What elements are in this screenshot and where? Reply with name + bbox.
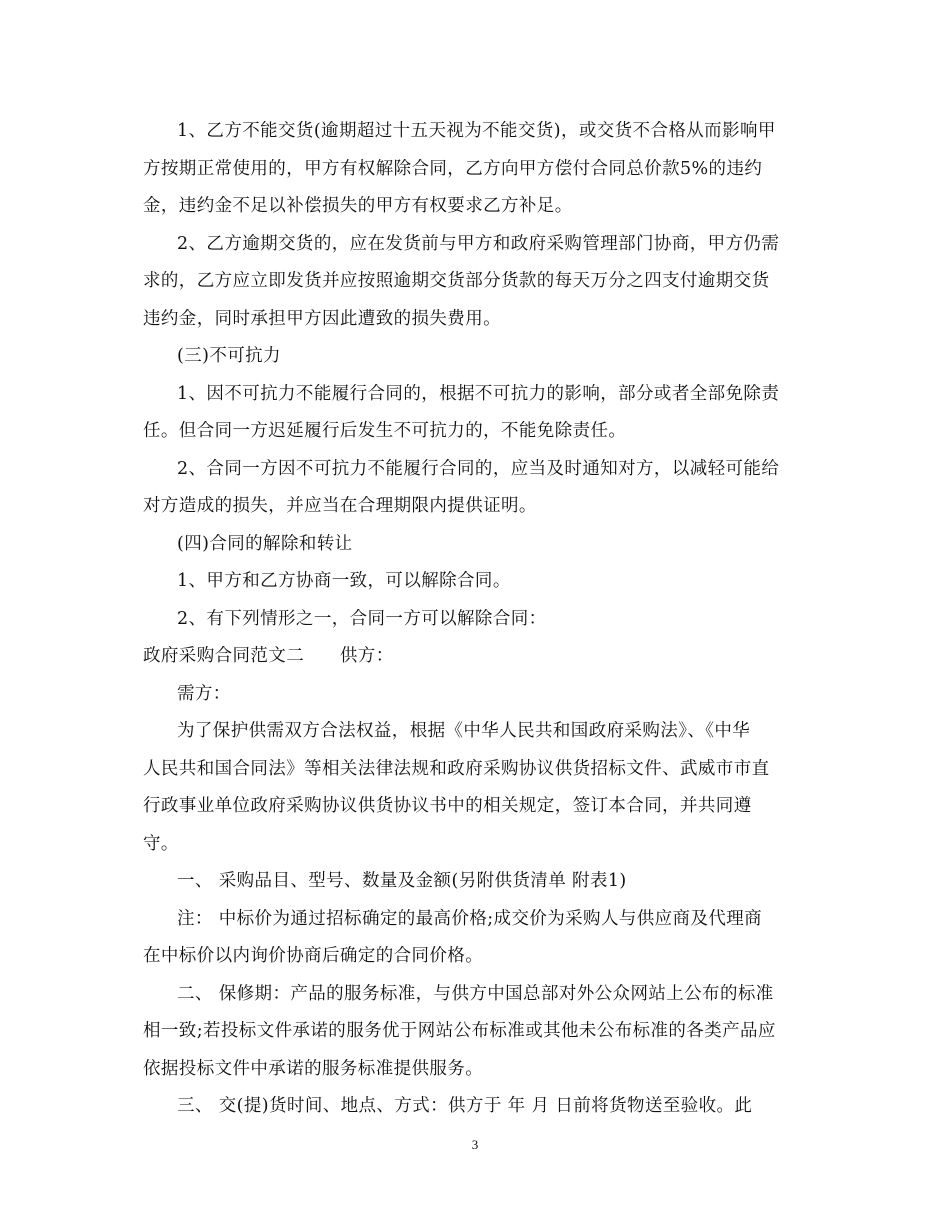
paragraph-line: 违约金，同时承担甲方因此遭致的损失费用。 <box>143 309 501 329</box>
page-number: 3 <box>471 1137 479 1152</box>
paragraph-line: 相一致;若投标文件承诺的服务优于网站公布标准或其他未公布标准的各类产品应 <box>143 1021 776 1041</box>
paragraph-line: 2、合同一方因不可抗力不能履行合同的，应当及时通知对方，以减轻可能给 <box>177 459 780 479</box>
paragraph-line: 1、乙方不能交货(逾期超过十五天视为不能交货)，或交货不合格从而影响甲 <box>177 121 776 141</box>
paragraph-line: 二、 保修期：产品的服务标准，与供方中国总部对外公众网站上公布的标准 <box>177 984 774 1004</box>
paragraph-line: 行政事业单位政府采购协议供货协议书中的相关规定，签订本合同，并共同遵 <box>143 796 752 816</box>
paragraph-line: 金，违约金不足以补偿损失的甲方有权要求乙方补足。 <box>143 196 573 216</box>
paragraph-line: 人民共和国合同法》等相关法律法规和政府采购协议供货招标文件、武威市市直 <box>143 759 770 779</box>
document-title-line: 政府采购合同范文二 供方： <box>143 646 394 666</box>
paragraph-line: 注： 中标价为通过招标确定的最高价格;成交价为采购人与供应商及代理商 <box>177 909 763 929</box>
paragraph-line: 任。但合同一方迟延履行后发生不可抗力的，不能免除责任。 <box>143 421 627 441</box>
paragraph-line: 三、 交(提)货时间、地点、方式：供方于 年 月 日前将货物送至验收。此 <box>177 1096 753 1116</box>
paragraph-line: 2、乙方逾期交货的，应在发货前与甲方和政府采购管理部门协商，甲方仍需 <box>177 234 780 254</box>
paragraph-line: 2、有下列情形之一，合同一方可以解除合同： <box>177 609 547 629</box>
paragraph-line: 在中标价以内询价协商后确定的合同价格。 <box>143 946 484 966</box>
paragraph-line: 一、 采购品目、型号、数量及金额(另附供货清单 附表1) <box>177 871 627 891</box>
paragraph-line: 1、甲方和乙方协商一致，可以解除合同。 <box>177 571 511 591</box>
paragraph-line: 方按期正常使用的，甲方有权解除合同，乙方向甲方偿付合同总价款5%的违约 <box>143 159 763 179</box>
paragraph-line: 依据投标文件中承诺的服务标准提供服务。 <box>143 1059 484 1079</box>
paragraph-line: 对方造成的损失，并应当在合理期限内提供证明。 <box>143 496 537 516</box>
paragraph-line: 守。 <box>143 834 179 854</box>
section-heading: (三)不可抗力 <box>177 346 281 366</box>
section-heading: (四)合同的解除和转让 <box>177 534 353 554</box>
paragraph-line: 为了保护供需双方合法权益，根据《中华人民共和国政府采购法》、《中华 <box>177 721 751 741</box>
paragraph-line: 求的，乙方应立即发货并应按照逾期交货部分货款的每天万分之四支付逾期交货 <box>143 271 770 291</box>
paragraph-line: 需方： <box>177 684 231 704</box>
paragraph-line: 1、因不可抗力不能履行合同的，根据不可抗力的影响，部分或者全部免除责 <box>177 384 780 404</box>
